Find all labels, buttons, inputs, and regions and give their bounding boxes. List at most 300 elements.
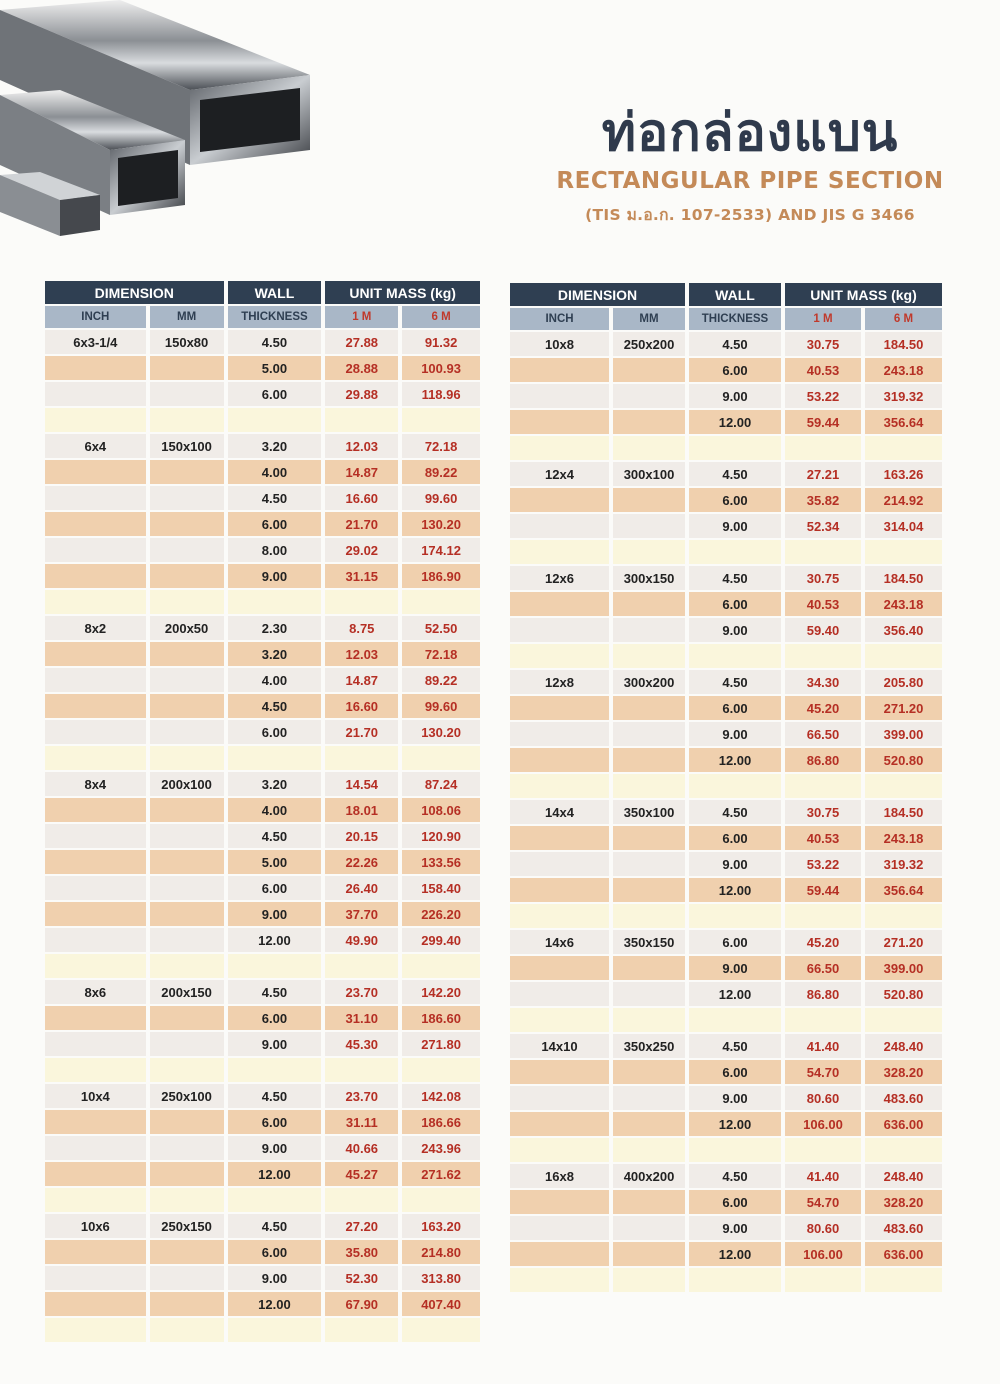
mm-cell	[613, 1242, 685, 1266]
thickness-cell: 4.00	[228, 668, 322, 692]
mm-cell	[150, 954, 224, 978]
mass-1m-cell	[785, 904, 861, 928]
thickness-cell: 9.00	[689, 852, 781, 876]
thickness-cell: 6.00	[228, 1006, 322, 1030]
inch-cell	[45, 382, 146, 406]
table-row	[510, 1112, 942, 1136]
thickness-cell: 6.00	[228, 382, 322, 406]
mass-1m-cell: 35.80	[325, 1240, 398, 1264]
mm-cell	[150, 512, 224, 536]
wall-header: WALL	[228, 281, 322, 304]
spacer-row	[45, 954, 480, 978]
mm-cell	[613, 1008, 685, 1032]
inch-cell	[510, 904, 609, 928]
mass-1m-cell: 37.70	[325, 902, 398, 926]
inch-cell	[510, 1112, 609, 1136]
mass-6m-cell: 520.80	[865, 982, 942, 1006]
inch-cell	[45, 512, 146, 536]
table-row	[510, 384, 942, 408]
thickness-cell: 6.00	[689, 696, 781, 720]
thickness-cell: 9.00	[228, 1266, 322, 1290]
inch-cell	[45, 928, 146, 952]
mm-cell	[613, 618, 685, 642]
thickness-cell: 9.00	[689, 1086, 781, 1110]
mass-1m-cell: 45.20	[785, 696, 861, 720]
mass-1m-cell: 45.20	[785, 930, 861, 954]
table-row	[45, 824, 480, 848]
table-row	[45, 1006, 480, 1030]
mass-6m-cell	[865, 1268, 942, 1292]
thickness-cell: 12.00	[689, 1242, 781, 1266]
mass-6m-cell: 271.62	[402, 1162, 480, 1186]
thickness-cell: 5.00	[228, 850, 322, 874]
mm-cell: 350x150	[613, 930, 685, 954]
spacer-row	[510, 644, 942, 668]
thickness-cell: 4.50	[228, 694, 322, 718]
table-row	[510, 514, 942, 538]
mm-cell	[613, 826, 685, 850]
mm-cell	[150, 668, 224, 692]
thickness-cell: 6.00	[228, 876, 322, 900]
mm-cell	[613, 358, 685, 382]
thickness-cell: 6.00	[689, 1060, 781, 1084]
mass-6m-cell: 407.40	[402, 1292, 480, 1316]
inch-cell	[45, 538, 146, 562]
inch-cell	[45, 798, 146, 822]
mm-cell	[613, 774, 685, 798]
thickness-cell: 9.00	[689, 618, 781, 642]
mm-cell	[150, 1058, 224, 1082]
table-row	[45, 1214, 480, 1238]
mm-cell	[150, 1240, 224, 1264]
mass-6m-cell: 214.80	[402, 1240, 480, 1264]
mass-1m-cell	[325, 1058, 398, 1082]
pipe-table-right	[506, 281, 946, 1294]
mass-6m-cell: 313.80	[402, 1266, 480, 1290]
mass-6m-cell: 214.92	[865, 488, 942, 512]
inch-cell	[45, 668, 146, 692]
spacer-row	[510, 1268, 942, 1292]
mass-1m-cell: 35.82	[785, 488, 861, 512]
mass-1m-cell	[325, 954, 398, 978]
unit-mass-header: UNIT MASS (kg)	[325, 281, 480, 304]
inch-cell	[45, 356, 146, 380]
mm-cell	[150, 720, 224, 744]
mass-6m-cell: 184.50	[865, 566, 942, 590]
mass-6m-cell: 271.20	[865, 930, 942, 954]
mm-cell	[613, 410, 685, 434]
mass-1m-cell: 29.02	[325, 538, 398, 562]
mass-1m-cell	[325, 746, 398, 770]
thickness-cell: 6.00	[228, 1110, 322, 1134]
mass-6m-cell: 186.66	[402, 1110, 480, 1134]
mass-1m-cell: 40.53	[785, 826, 861, 850]
thickness-cell: 4.50	[228, 330, 322, 354]
mm-cell	[150, 382, 224, 406]
mass-6m-cell	[402, 954, 480, 978]
mass-1m-cell: 31.15	[325, 564, 398, 588]
mm-cell	[150, 902, 224, 926]
thickness-cell: 4.50	[228, 1214, 322, 1238]
thickness-cell: 12.00	[689, 982, 781, 1006]
title-block	[520, 100, 980, 227]
thickness-cell: 4.50	[689, 332, 781, 356]
mm-cell	[613, 696, 685, 720]
thickness-cell: 9.00	[228, 1136, 322, 1160]
mass-6m-cell	[402, 1318, 480, 1342]
mm-cell: 200x100	[150, 772, 224, 796]
mm-cell	[150, 876, 224, 900]
table-subheader-row	[45, 306, 480, 328]
mass-6m-cell: 186.60	[402, 1006, 480, 1030]
mm-cell	[150, 1136, 224, 1160]
inch-cell: 6x3-1/4	[45, 330, 146, 354]
mm-cell: 300x100	[613, 462, 685, 486]
inch-cell	[45, 1110, 146, 1134]
inch-cell: 6x4	[45, 434, 146, 458]
mass-1m-cell: 66.50	[785, 722, 861, 746]
mm-cell	[613, 644, 685, 668]
thickness-cell: 4.50	[689, 566, 781, 590]
thickness-cell	[689, 644, 781, 668]
inch-cell	[45, 1292, 146, 1316]
mm-cell	[613, 1086, 685, 1110]
inch-cell	[45, 590, 146, 614]
inch-cell	[45, 902, 146, 926]
inch-cell: 10x8	[510, 332, 609, 356]
mass-6m-cell: 184.50	[865, 800, 942, 824]
mm-cell	[150, 642, 224, 666]
inch-cell	[510, 774, 609, 798]
inch-cell	[45, 1058, 146, 1082]
mass-1m-cell: 106.00	[785, 1112, 861, 1136]
mass-6m-cell: 483.60	[865, 1216, 942, 1240]
mm-cell: 300x150	[613, 566, 685, 590]
mass-6m-cell: 636.00	[865, 1112, 942, 1136]
mm-cell	[613, 384, 685, 408]
table-row	[510, 800, 942, 824]
inch-header: INCH	[45, 306, 146, 328]
table-row	[45, 434, 480, 458]
inch-cell	[45, 850, 146, 874]
inch-cell	[510, 956, 609, 980]
mass-1m-cell	[785, 1008, 861, 1032]
table-row	[510, 826, 942, 850]
table-row	[45, 668, 480, 692]
spacer-row	[510, 904, 942, 928]
table-row	[510, 878, 942, 902]
inch-cell	[45, 824, 146, 848]
table-row	[510, 488, 942, 512]
mm-cell	[613, 982, 685, 1006]
mass-6m-cell: 120.90	[402, 824, 480, 848]
mm-cell	[150, 694, 224, 718]
inch-cell	[510, 488, 609, 512]
page-title-thai: ท่อกล่องแบน	[601, 103, 899, 163]
table-row	[45, 1292, 480, 1316]
thickness-cell	[689, 774, 781, 798]
table-row	[510, 930, 942, 954]
mass-1m-cell: 14.54	[325, 772, 398, 796]
thickness-cell: 6.00	[228, 512, 322, 536]
thickness-cell: 12.00	[228, 928, 322, 952]
mm-cell	[150, 1162, 224, 1186]
inch-cell	[510, 982, 609, 1006]
mass-1m-cell: 86.80	[785, 748, 861, 772]
inch-cell	[45, 1136, 146, 1160]
inch-cell	[45, 486, 146, 510]
inch-cell	[45, 1266, 146, 1290]
mass-6m-cell: 248.40	[865, 1034, 942, 1058]
table-row	[45, 720, 480, 744]
inch-cell	[510, 722, 609, 746]
thickness-cell: 6.00	[689, 358, 781, 382]
thickness-cell: 4.50	[689, 462, 781, 486]
mass-6m-cell: 142.08	[402, 1084, 480, 1108]
mass-1m-cell: 59.40	[785, 618, 861, 642]
mass-6m-cell: 356.64	[865, 878, 942, 902]
mass-1m-cell	[325, 1188, 398, 1212]
thickness-cell: 6.00	[228, 1240, 322, 1264]
inch-cell: 14x6	[510, 930, 609, 954]
mass-1m-cell: 59.44	[785, 410, 861, 434]
mass-1m-cell: 52.30	[325, 1266, 398, 1290]
inch-cell	[510, 1086, 609, 1110]
thickness-cell: 12.00	[228, 1292, 322, 1316]
thickness-cell: 12.00	[689, 878, 781, 902]
spacer-row	[510, 1008, 942, 1032]
table-row	[510, 592, 942, 616]
table-row	[45, 512, 480, 536]
mass-1m-cell	[785, 1268, 861, 1292]
thickness-cell: 4.00	[228, 798, 322, 822]
table-row	[510, 332, 942, 356]
thickness-cell: 6.00	[689, 1190, 781, 1214]
mass-1m-cell: 80.60	[785, 1086, 861, 1110]
table-row	[45, 616, 480, 640]
thickness-cell: 3.20	[228, 434, 322, 458]
mm-cell	[150, 746, 224, 770]
inch-cell	[510, 748, 609, 772]
mass-6m-cell: 399.00	[865, 956, 942, 980]
mass-6m-cell: 356.40	[865, 618, 942, 642]
mass-6m-cell: 271.80	[402, 1032, 480, 1056]
table-row	[510, 1060, 942, 1084]
inch-cell	[510, 514, 609, 538]
table-row	[45, 798, 480, 822]
mass-1m-cell: 12.03	[325, 642, 398, 666]
table-row	[45, 1240, 480, 1264]
table-row	[45, 1162, 480, 1186]
inch-cell	[45, 954, 146, 978]
thickness-cell	[228, 1058, 322, 1082]
spacer-row	[510, 1138, 942, 1162]
mass-1m-cell: 53.22	[785, 384, 861, 408]
table-row	[510, 670, 942, 694]
mm-cell	[150, 1006, 224, 1030]
mm-cell	[613, 592, 685, 616]
inch-cell	[45, 876, 146, 900]
inch-cell: 12x8	[510, 670, 609, 694]
mass-1m-cell	[785, 774, 861, 798]
mm-cell	[613, 540, 685, 564]
inch-cell	[45, 1032, 146, 1056]
mass-6m-cell: 72.18	[402, 434, 480, 458]
mm-cell: 300x200	[613, 670, 685, 694]
table-row	[510, 852, 942, 876]
mass-6m-cell: 319.32	[865, 384, 942, 408]
mm-cell	[613, 514, 685, 538]
mass-1m-cell: 80.60	[785, 1216, 861, 1240]
mass-1m-cell: 106.00	[785, 1242, 861, 1266]
dimension-header: DIMENSION	[45, 281, 224, 304]
inch-cell	[45, 1188, 146, 1212]
inch-cell	[45, 694, 146, 718]
thickness-cell: 2.30	[228, 616, 322, 640]
mass-6m-cell: 89.22	[402, 668, 480, 692]
thickness-cell	[228, 408, 322, 432]
standard-reference: (TIS ม.อ.ก. 107-2533) AND JIS G 3466	[585, 206, 915, 224]
thickness-cell: 4.50	[689, 800, 781, 824]
mm-cell: 250x150	[150, 1214, 224, 1238]
mass-6m-cell: 271.20	[865, 696, 942, 720]
mm-cell	[613, 722, 685, 746]
mass-6m-cell: 163.20	[402, 1214, 480, 1238]
mass-6m-cell: 108.06	[402, 798, 480, 822]
table-row	[510, 1242, 942, 1266]
mm-cell	[150, 538, 224, 562]
table-row	[510, 618, 942, 642]
spacer-row	[45, 1058, 480, 1082]
thickness-cell: 6.00	[228, 720, 322, 744]
mass-6m-cell: 99.60	[402, 694, 480, 718]
inch-cell	[510, 1268, 609, 1292]
mass-6m-cell: 118.96	[402, 382, 480, 406]
mass-6m-cell: 520.80	[865, 748, 942, 772]
inch-cell	[45, 564, 146, 588]
thickness-cell: 4.50	[689, 1034, 781, 1058]
mass-6m-cell: 243.96	[402, 1136, 480, 1160]
mass-6m-cell	[402, 1188, 480, 1212]
table-row	[510, 722, 942, 746]
mm-cell	[150, 590, 224, 614]
thickness-cell: 6.00	[689, 488, 781, 512]
mass-1m-cell	[785, 1138, 861, 1162]
mass-1m-cell: 30.75	[785, 332, 861, 356]
thickness-cell: 4.50	[689, 1164, 781, 1188]
mm-cell	[613, 1060, 685, 1084]
thickness-cell: 9.00	[228, 902, 322, 926]
inch-cell	[510, 852, 609, 876]
mass-1m-cell: 30.75	[785, 800, 861, 824]
inch-cell: 8x6	[45, 980, 146, 1004]
thickness-cell: 4.50	[228, 824, 322, 848]
table-row	[510, 1164, 942, 1188]
mass-1m-cell: 54.70	[785, 1190, 861, 1214]
wall-header: WALL	[689, 283, 781, 306]
table-row	[45, 772, 480, 796]
spacer-row	[45, 746, 480, 770]
mm-cell	[150, 1110, 224, 1134]
mass-1m-cell: 67.90	[325, 1292, 398, 1316]
mm-cell: 350x100	[613, 800, 685, 824]
mass-1m-cell: 29.88	[325, 382, 398, 406]
mm-header: MM	[613, 308, 685, 330]
inch-cell: 12x6	[510, 566, 609, 590]
thickness-cell: 9.00	[228, 564, 322, 588]
inch-cell	[510, 1008, 609, 1032]
mass-6m-cell	[402, 590, 480, 614]
thickness-cell: 3.20	[228, 642, 322, 666]
inch-cell	[45, 408, 146, 432]
mm-cell	[613, 1268, 685, 1292]
inch-cell: 10x4	[45, 1084, 146, 1108]
mass-6m-cell	[402, 746, 480, 770]
mass-1m-cell: 23.70	[325, 1084, 398, 1108]
thickness-cell	[689, 436, 781, 460]
thickness-cell: 9.00	[689, 514, 781, 538]
mass-1m-cell: 45.27	[325, 1162, 398, 1186]
mass-6m-cell: 243.18	[865, 826, 942, 850]
thickness-cell: 9.00	[689, 384, 781, 408]
dimension-header: DIMENSION	[510, 283, 685, 306]
table-row	[45, 460, 480, 484]
mass-1m-cell: 16.60	[325, 486, 398, 510]
inch-cell	[510, 826, 609, 850]
mm-cell	[613, 878, 685, 902]
table-row	[45, 1266, 480, 1290]
thickness-cell	[228, 590, 322, 614]
table-row	[510, 956, 942, 980]
table-row	[45, 1136, 480, 1160]
thickness-cell	[228, 746, 322, 770]
mm-cell	[613, 488, 685, 512]
table-row	[45, 980, 480, 1004]
inch-cell	[510, 1242, 609, 1266]
thickness-cell: 5.00	[228, 356, 322, 380]
mass-1m-cell: 26.40	[325, 876, 398, 900]
inch-cell	[45, 720, 146, 744]
mass-1m-cell: 31.11	[325, 1110, 398, 1134]
mass-1m-cell: 23.70	[325, 980, 398, 1004]
mass-6m-cell: 89.22	[402, 460, 480, 484]
mm-cell: 200x150	[150, 980, 224, 1004]
mass-6m-cell: 130.20	[402, 512, 480, 536]
mass-1m-cell: 27.88	[325, 330, 398, 354]
mass-1m-cell: 49.90	[325, 928, 398, 952]
mm-cell	[150, 1318, 224, 1342]
mm-cell: 350x250	[613, 1034, 685, 1058]
mass-6m-cell: 100.93	[402, 356, 480, 380]
thickness-cell	[228, 954, 322, 978]
mass-6m-cell: 163.26	[865, 462, 942, 486]
inch-header: INCH	[510, 308, 609, 330]
mass-6m-cell: 319.32	[865, 852, 942, 876]
table-header-row	[510, 283, 942, 306]
table-row	[510, 1034, 942, 1058]
mass-6m-cell: 52.50	[402, 616, 480, 640]
table-header-row	[45, 281, 480, 304]
spacer-row	[45, 1188, 480, 1212]
mm-cell	[150, 824, 224, 848]
mass-6m-cell	[865, 1138, 942, 1162]
mass-1m-cell: 31.10	[325, 1006, 398, 1030]
inch-cell	[45, 1318, 146, 1342]
mass-6m-cell: 133.56	[402, 850, 480, 874]
thickness-cell: 6.00	[689, 930, 781, 954]
thickness-cell	[689, 904, 781, 928]
thickness-cell	[228, 1318, 322, 1342]
